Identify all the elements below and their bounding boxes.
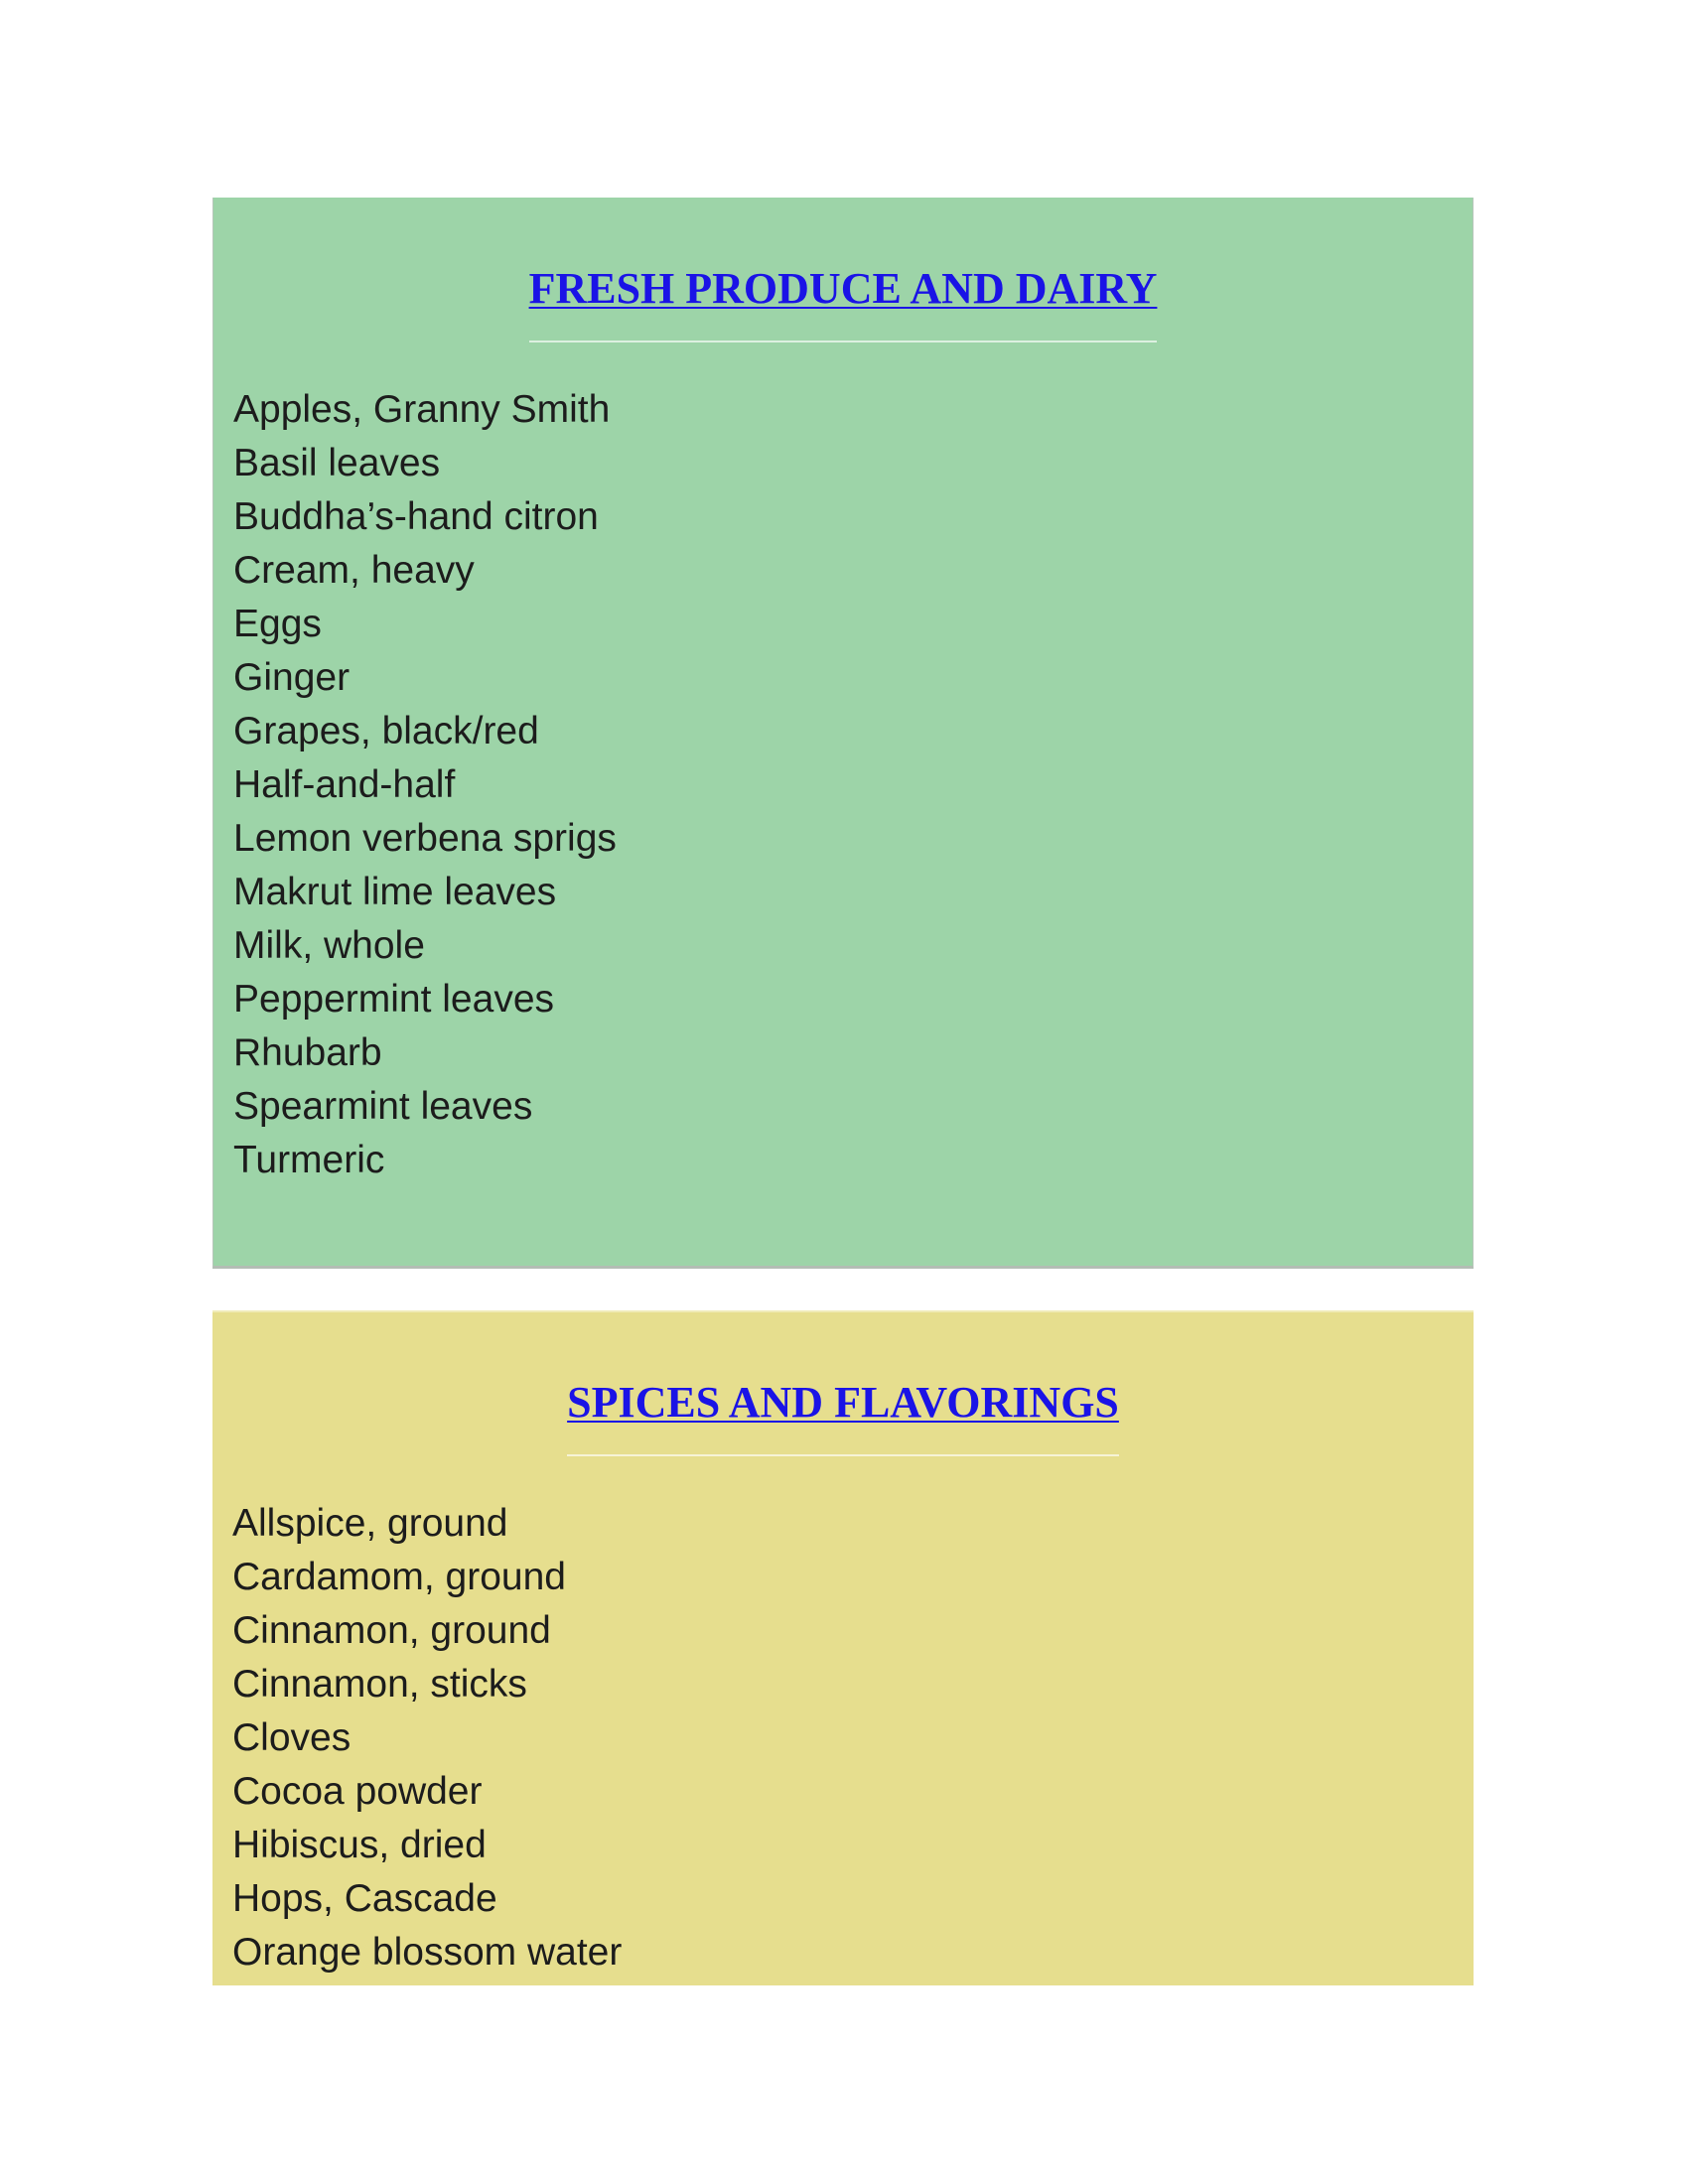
spices-title-rule bbox=[567, 1454, 1119, 1456]
list-item: Makrut lime leaves bbox=[233, 871, 557, 913]
list-item: Milk, whole bbox=[233, 924, 425, 967]
list-item: Cardamom, ground bbox=[232, 1556, 566, 1598]
list-item: Peppermint leaves bbox=[233, 978, 555, 1021]
fresh-produce-heading-wrap bbox=[213, 263, 1473, 342]
list-item: Ginger bbox=[233, 656, 351, 699]
list-item: Lemon verbena sprigs bbox=[233, 817, 617, 860]
list-item: Grapes, black/red bbox=[233, 710, 539, 752]
list-item: Turmeric bbox=[233, 1139, 385, 1181]
spices-section bbox=[212, 1310, 1474, 1985]
spices-list bbox=[232, 1497, 622, 1979]
list-item: Hops, Cascade bbox=[232, 1877, 497, 1920]
list-item: Spearmint leaves bbox=[233, 1085, 533, 1128]
list-item: Buddha’s-hand citron bbox=[233, 495, 599, 538]
list-item: Cream, heavy bbox=[233, 549, 475, 592]
list-item: Cinnamon, sticks bbox=[232, 1663, 527, 1706]
fresh-produce-section bbox=[212, 198, 1474, 1269]
list-item: Orange blossom water bbox=[232, 1931, 623, 1974]
list-item: Basil leaves bbox=[233, 442, 441, 484]
fresh-produce-list bbox=[233, 383, 617, 1187]
list-item: Cocoa powder bbox=[232, 1770, 483, 1813]
list-item: Half-and-half bbox=[233, 763, 456, 806]
spices-title-link[interactable]: SPICES AND FLAVORINGS bbox=[567, 1378, 1119, 1427]
list-item: Eggs bbox=[233, 603, 322, 645]
spices-heading-wrap bbox=[212, 1377, 1474, 1456]
list-item: Cinnamon, ground bbox=[232, 1609, 551, 1652]
list-item: Allspice, ground bbox=[232, 1502, 508, 1545]
list-item: Apples, Granny Smith bbox=[233, 388, 611, 431]
list-item: Rhubarb bbox=[233, 1031, 382, 1074]
list-item: Cloves bbox=[232, 1716, 352, 1759]
list-item: Hibiscus, dried bbox=[232, 1824, 487, 1866]
fresh-produce-title-rule bbox=[529, 341, 1158, 342]
fresh-produce-title-link[interactable]: FRESH PRODUCE AND DAIRY bbox=[528, 264, 1158, 313]
